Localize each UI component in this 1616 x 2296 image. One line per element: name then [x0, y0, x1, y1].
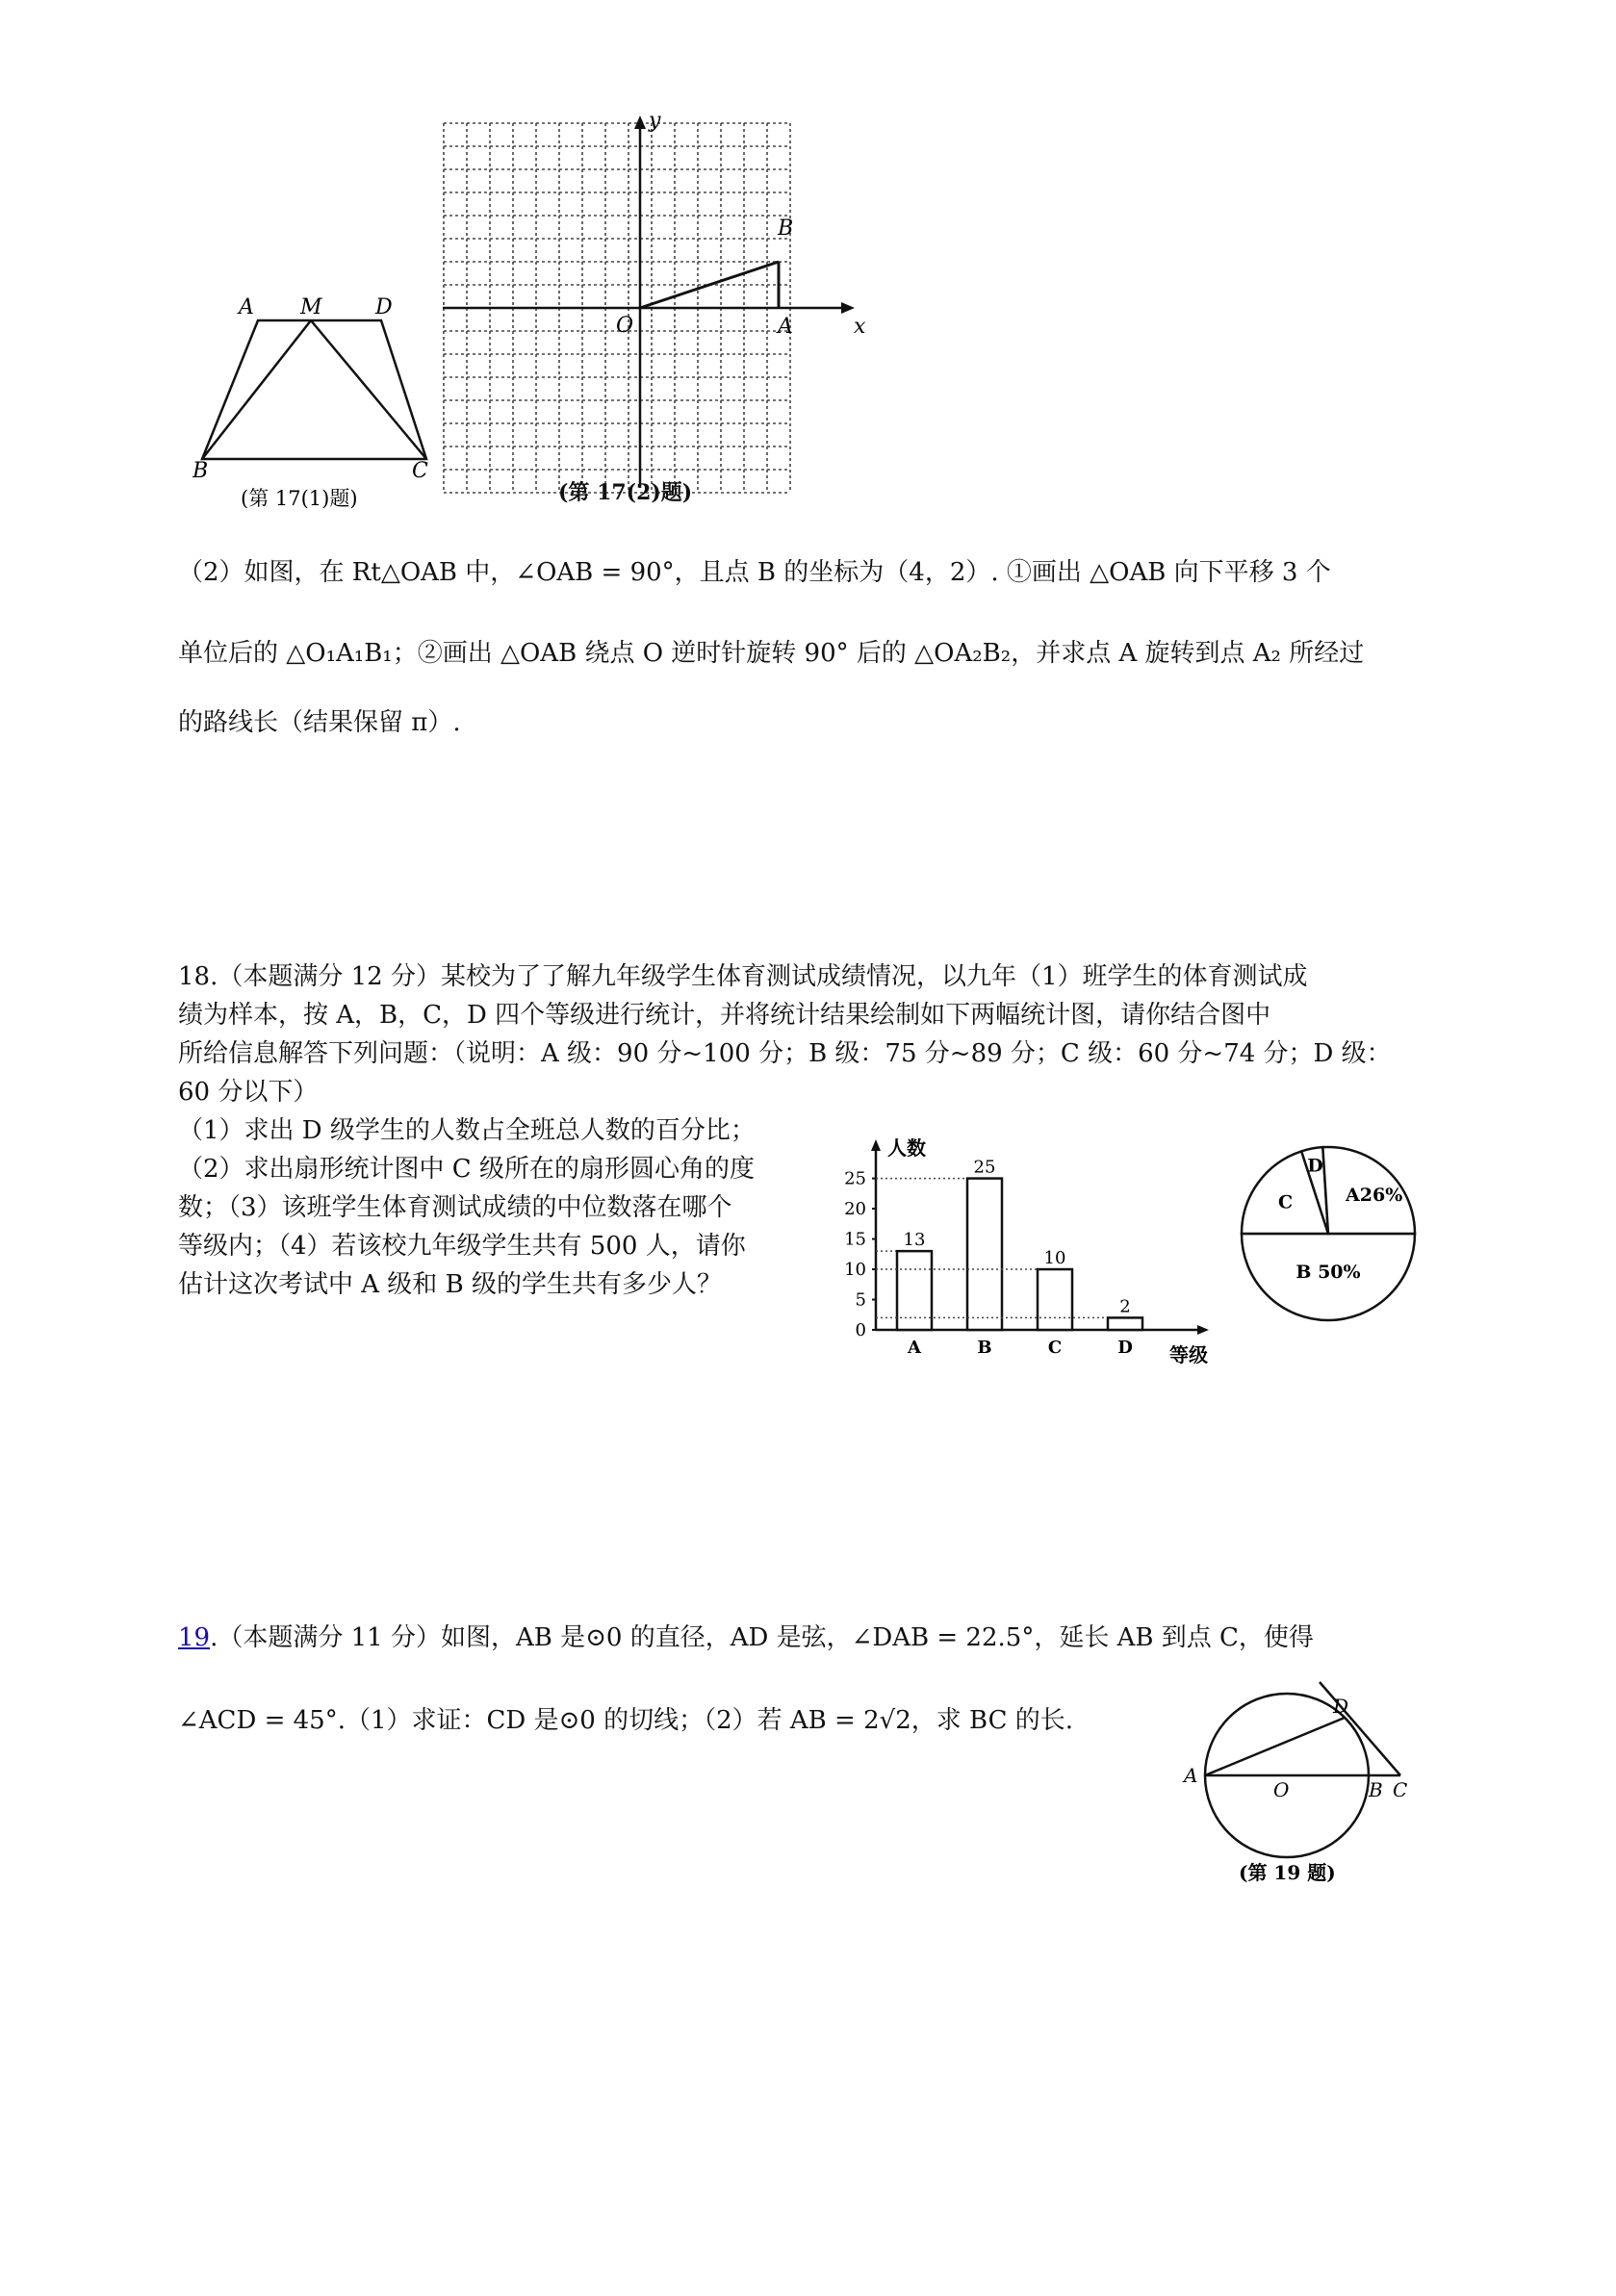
bar-y-axis-arrow — [871, 1139, 881, 1151]
bar-y-tick: 0 — [855, 1320, 866, 1340]
bar-category-A: A — [908, 1338, 921, 1358]
figure-17-1 — [192, 284, 443, 515]
pie-label-C: C — [1277, 1191, 1294, 1213]
bar-value-label-C: 10 — [1043, 1248, 1066, 1269]
fig19-label-a: A — [1184, 1764, 1198, 1787]
fig19-label-b: B — [1369, 1778, 1383, 1801]
fig19-label-c: C — [1393, 1778, 1408, 1801]
bar-category-B: B — [977, 1338, 992, 1358]
q17-2-line3: 的路线长（结果保留 π）. — [178, 708, 461, 737]
figure-17-2 — [423, 108, 876, 512]
bar-category-C: C — [1047, 1338, 1063, 1358]
pie-chart — [1232, 1135, 1424, 1328]
label-m: M — [300, 295, 322, 319]
bar-y-tick: 10 — [844, 1260, 866, 1281]
y-axis-arrow — [634, 115, 646, 129]
q19-line2: ∠ACD = 45°.（1）求证：CD 是⊙0 的切线；（2）若 AB = 2√2，求 BC 的长. — [178, 1706, 1074, 1735]
q19-number-link[interactable]: 19 — [178, 1623, 211, 1652]
bar-y-tick: 5 — [855, 1289, 866, 1311]
q18-line4: 60 分以下） — [178, 1078, 319, 1107]
bar-B — [967, 1179, 1002, 1330]
segment-ad — [1205, 1718, 1345, 1775]
q18-line2: 绩为样本，按 A，B，C，D 四个等级进行统计，并将统计结果绘制如下两幅统计图，请你结合图中 — [178, 1001, 1271, 1030]
point-b-label: B — [778, 217, 794, 241]
bar-x-label: 等级 — [1169, 1343, 1208, 1366]
bar-category-D: D — [1117, 1338, 1133, 1358]
pie-label-A: A26% — [1346, 1184, 1403, 1206]
q18-sub3: 数；（3）该班学生体育测试成绩的中位数落在哪个 — [178, 1193, 732, 1222]
caption-17-1: (第 17(1)题) — [241, 487, 358, 510]
point-a-label: A — [778, 315, 793, 339]
q18-line3: 所给信息解答下列问题：（说明：A 级：90 分~100 分；B 级：75 分~89 分；C 级：60 分~74 分；D 级： — [178, 1039, 1392, 1068]
q19-line1 — [178, 1619, 1314, 1657]
tangent-cd — [1320, 1682, 1400, 1775]
bar-chart — [828, 1135, 1232, 1386]
q18-sub5: 估计这次考试中 A 级和 B 级的学生共有多少人？ — [178, 1270, 722, 1299]
q18-sub4: 等级内；（4）若该校九年级学生共有 500 人，请你 — [178, 1232, 746, 1261]
bar-y-tick: 15 — [844, 1229, 866, 1250]
x-axis-arrow — [841, 302, 855, 314]
q18-sub1: （1）求出 D 级学生的人数占全班总人数的百分比； — [178, 1116, 756, 1145]
caption-17-2: (第 17(2)题) — [558, 480, 693, 505]
q19-line1-text: .（本题满分 11 分）如图，AB 是⊙0 的直径，AD 是弦，∠DAB = 22.5°，延长 AB 到点 C，使得 — [210, 1623, 1314, 1652]
bar-C — [1038, 1269, 1072, 1330]
q17-2-line1: （2）如图，在 Rt△OAB 中，∠OAB = 90°，且点 B 的坐标为（4，2）. ①画出 △OAB 向下平移 3 个 — [178, 558, 1331, 587]
bar-y-tick: 25 — [844, 1168, 866, 1189]
segment-mc — [311, 320, 426, 459]
pie-label-D: D — [1307, 1155, 1323, 1177]
bar-value-label-D: 2 — [1119, 1296, 1131, 1317]
label-b: B — [192, 459, 209, 483]
trapezoid-abcd — [202, 320, 426, 459]
origin-label: O — [616, 314, 634, 338]
axis-x-label: x — [854, 315, 866, 339]
caption-19: (第 19 题) — [1239, 1861, 1336, 1884]
q18-sub2: （2）求出扇形统计图中 C 级所在的扇形圆心角的度 — [178, 1155, 755, 1184]
axis-y-label: y — [649, 109, 661, 133]
bar-x-axis-arrow — [1197, 1325, 1209, 1335]
segment-mb — [202, 320, 311, 459]
bar-y-tick: 20 — [844, 1199, 866, 1220]
figure-19 — [1179, 1674, 1420, 1886]
label-a: A — [239, 295, 254, 319]
q18-line1: 18.（本题满分 12 分）某校为了了解九年级学生体育测试成绩情况，以九年（1）班学生的体育测试成 — [178, 962, 1308, 991]
bar-value-label-B: 25 — [973, 1157, 996, 1178]
pie-label-B: B 50% — [1295, 1262, 1361, 1283]
fig19-label-d: D — [1333, 1695, 1349, 1718]
fig19-label-o: O — [1273, 1778, 1290, 1801]
bar-value-label-A: 13 — [903, 1230, 926, 1251]
bar-y-label: 人数 — [887, 1136, 926, 1160]
label-d: D — [375, 295, 393, 319]
q17-2-line2: 单位后的 △O₁A₁B₁；②画出 △OAB 绕点 O 逆时针旋转 90° 后的 △OA₂B₂，并求点 A 旋转到点 A₂ 所经过 — [178, 639, 1365, 668]
bar-D — [1108, 1317, 1142, 1330]
label-c: C — [412, 459, 428, 483]
